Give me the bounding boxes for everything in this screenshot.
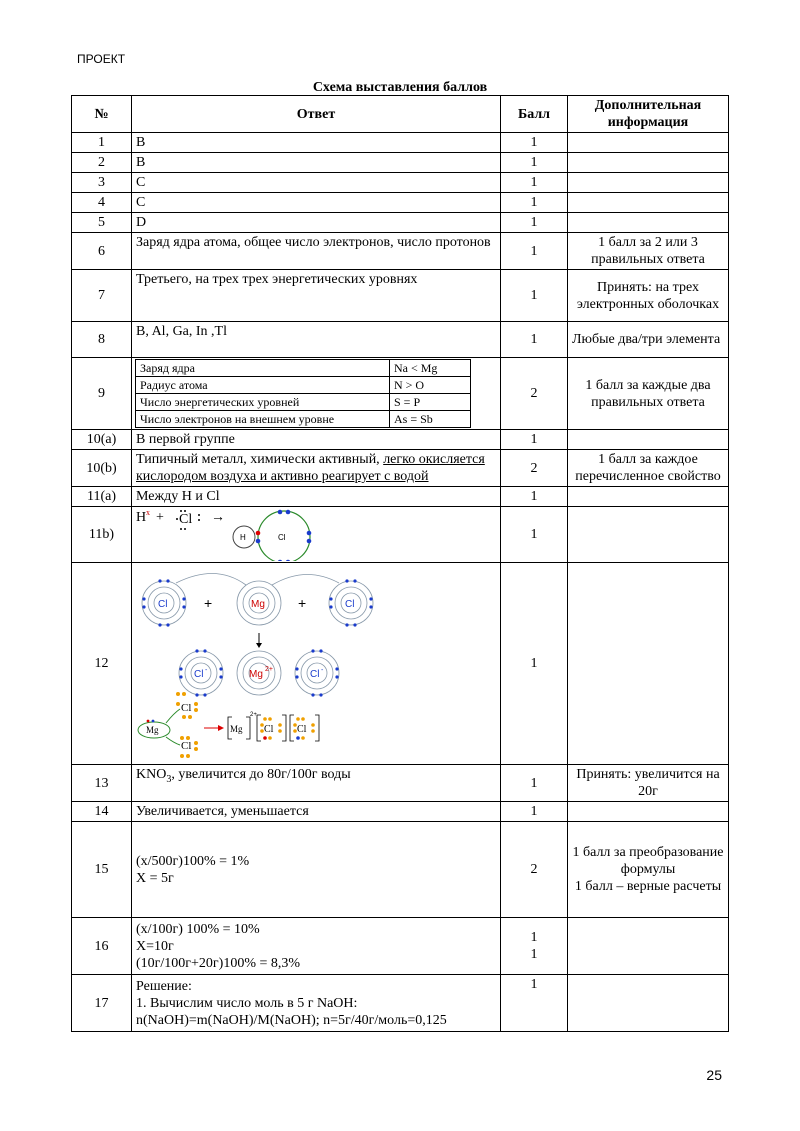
table-row: 6 Заряд ядра атома, общее число электронов, число протонов 1 1 балл за 2 или 3 правильных ответа: [72, 233, 729, 270]
header-num: №: [72, 96, 132, 133]
table-row: 11b) H x + Cl → H Cl 1: [72, 507, 729, 563]
svg-text:Mg: Mg: [251, 599, 265, 610]
svg-text:+: +: [204, 595, 213, 611]
table-row: 1 B 1: [72, 133, 729, 153]
scoring-table: [71, 95, 729, 1032]
table-row: 16 (x/100г) 100% = 10% X=10г (10г/100г+20г)100% = 8,3% 1 1: [72, 918, 729, 975]
table-row: 14 Увеличивается, уменьшается 1: [72, 802, 729, 822]
table-row: 2 B 1: [72, 153, 729, 173]
table-row: 10(b) Типичный металл, химически активный, легко окисляется кислородом воздуха и активно реагирует с водой 2 1 балл за каждое перечисленное свойство: [72, 450, 729, 487]
svg-text:Mg: Mg: [230, 724, 243, 734]
svg-text:+: +: [156, 510, 164, 525]
table-row: 11(a) Между H и Cl 1: [72, 487, 729, 507]
table-row: 13 $KNO_3$, увеличится до 80г/100г воды 1 Принять: увеличится на 20г: [72, 765, 729, 802]
hcl-bond-diagram: [136, 509, 336, 561]
svg-text:→: →: [211, 510, 225, 525]
header-answer: Ответ: [132, 96, 501, 133]
svg-text:-: -: [205, 667, 208, 674]
header-score: Балл: [501, 96, 568, 133]
svg-text:Cl: Cl: [158, 599, 168, 610]
table-row: 17 Решение: 1. Вычислим число моль в 5 г NaOH: n(NaOH)=m(NaOH)/M(NaOH); n=5г/40г/моль=0,125 1: [72, 975, 729, 1032]
page-title: Схема выставления баллов: [312, 80, 488, 95]
svg-text:Cl: Cl: [181, 702, 192, 714]
table-row: 9 Заряд ядра Na < Mg Радиус атома N > O Число энергетических уровней S = P Число электронов на внешнем уровне As = Sb 2 1 балл за каждые два правильных ответа: [72, 358, 729, 430]
svg-text:-: -: [321, 667, 324, 674]
svg-text:Mg: Mg: [249, 669, 263, 680]
svg-text:Cl: Cl: [181, 740, 192, 752]
svg-text:H: H: [240, 533, 246, 542]
table-row: 10(a) В первой группе 1: [72, 430, 729, 450]
page-number: 25: [706, 1067, 722, 1083]
comparison-table: Заряд ядра Na < Mg Радиус атома N > O Число энергетических уровней S = P Число электронов на внешнем уровне As = Sb: [135, 359, 471, 428]
table-row: 8 B, Al, Ga, In ,Tl 1 Любые два/три элемента: [72, 322, 729, 358]
table-row: 4 C 1: [72, 193, 729, 213]
svg-text:2+: 2+: [265, 666, 273, 673]
table-row: 12 Cl Mg Cl + + Cl - Mg 2+ Cl - Mg Cl Cl Mg 2+ Cl Cl 1: [72, 563, 729, 765]
svg-text:Cl: Cl: [194, 669, 204, 680]
svg-text:Cl: Cl: [264, 724, 274, 735]
svg-text:2+: 2+: [250, 712, 257, 718]
mgcl2-ionic-bond-diagram: [136, 563, 381, 759]
svg-text:+: +: [298, 595, 307, 611]
table-row: 5 D 1: [72, 213, 729, 233]
svg-text:Cl: Cl: [310, 669, 320, 680]
svg-text:Cl: Cl: [297, 724, 307, 735]
svg-text:H: H: [136, 510, 147, 525]
table-row: 15 (x/500г)100% = 1% X = 5г 2 1 балл за преобразование формулы 1 балл – верные расчеты: [72, 822, 729, 918]
svg-text:Mg: Mg: [146, 725, 159, 735]
table-row: 7 Третьего, на трех трех энергетических уровнях 1 Принять: на трех электронных оболочках: [72, 270, 729, 322]
svg-text:x: x: [146, 509, 150, 517]
table-header-row: [72, 96, 729, 133]
svg-text:Cl: Cl: [345, 599, 355, 610]
svg-text:Cl: Cl: [278, 533, 286, 542]
header-info: Дополнительная информация: [568, 96, 729, 133]
svg-text:Cl: Cl: [179, 512, 193, 527]
draft-label: ПРОЕКТ: [77, 52, 126, 66]
table-row: 3 C 1: [72, 173, 729, 193]
